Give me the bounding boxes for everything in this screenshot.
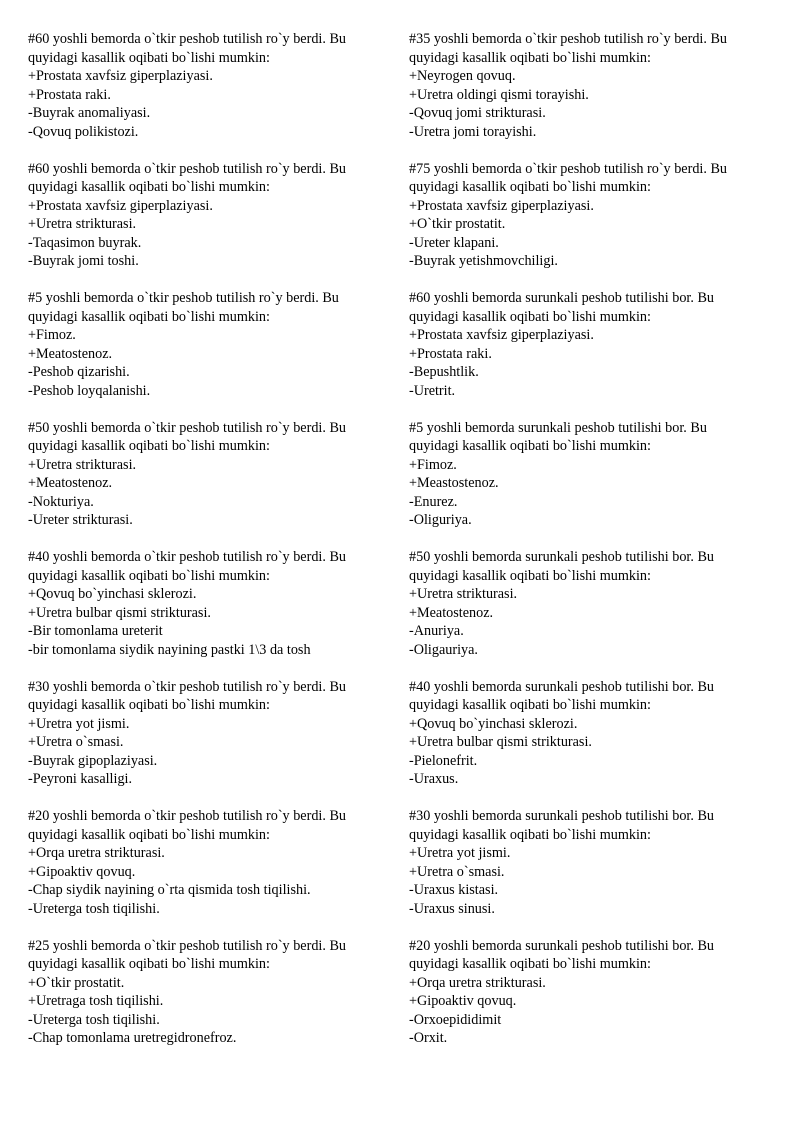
correct-answer: +Uretra oldingi qismi torayishi. [409, 86, 589, 103]
wrong-answer: -Uretrit. [409, 382, 456, 399]
question-text: quyidagi kasallik oqibati bo`lishi mumkin: [28, 567, 270, 584]
correct-answer: +Gipoaktiv qovuq. [409, 993, 517, 1009]
question-text: quyidagi kasallik oqibati bo`lishi mumkin: [409, 438, 651, 454]
question-text: #5 yoshli bemorda surunkali peshob tutilishi bor. Bu [409, 419, 707, 436]
correct-answer: +Uretra o`smasi. [409, 863, 505, 880]
question-text: #35 yoshli bemorda o`tkir peshob tutilish ro`y berdi. Bu [409, 31, 727, 47]
question-text: #30 yoshli bemorda o`tkir peshob tutilish ro`y berdi. Bu [28, 678, 346, 695]
question-text: #40 yoshli bemorda surunkali peshob tutilishi bor. Bu [409, 678, 715, 695]
question-block [409, 807, 777, 918]
wrong-answer: -Buyrak yetishmovchiligi. [409, 253, 558, 269]
correct-answer: +O`tkir prostatit. [28, 974, 125, 991]
question-text: #60 yoshli bemorda surunkali peshob tutilishi bor. Bu [409, 290, 715, 306]
correct-answer: +Fimoz. [409, 456, 457, 473]
correct-answer: +Uretra bulbar qismi strikturasi. [28, 604, 211, 621]
question-text: #30 yoshli bemorda surunkali peshob tutilishi bor. Bu [409, 808, 715, 824]
question-text: quyidagi kasallik oqibati bo`lishi mumkin: [409, 956, 651, 972]
question-text: quyidagi kasallik oqibati bo`lishi mumkin: [409, 49, 651, 66]
wrong-answer: -Qovuq jomi strikturasi. [409, 105, 546, 121]
correct-answer: +Uretra bulbar qismi strikturasi. [409, 734, 592, 750]
question-block [28, 937, 400, 1048]
left-column [28, 30, 400, 1066]
correct-answer: +Prostata xavfsiz giperplaziyasi. [409, 327, 594, 343]
correct-answer: +Orqa uretra strikturasi. [28, 845, 165, 861]
correct-answer: +Uretra yot jismi. [28, 715, 130, 732]
correct-answer: +Prostata raki. [409, 345, 492, 362]
question-text: quyidagi kasallik oqibati bo`lishi mumkin: [28, 697, 270, 713]
question-block [28, 30, 400, 141]
wrong-answer: -Uraxus kistasi. [409, 882, 499, 898]
question-block [409, 678, 777, 789]
question-block [409, 160, 777, 271]
wrong-answer: -Peshob loyqalanishi. [28, 382, 151, 399]
wrong-answer: -Uraxus sinusi. [409, 900, 495, 917]
question-text: quyidagi kasallik oqibati bo`lishi mumkin: [28, 49, 270, 66]
wrong-answer: -Chap siydik nayining o`rta qismida tosh tiqilishi. [28, 882, 311, 898]
correct-answer: +Prostata raki. [28, 86, 111, 103]
question-block [409, 419, 777, 530]
correct-answer: +Orqa uretra strikturasi. [409, 974, 546, 991]
wrong-answer: -Ureterga tosh tiqilishi. [28, 1011, 160, 1028]
question-text: #20 yoshli bemorda o`tkir peshob tutilish ro`y berdi. Bu [28, 808, 346, 824]
correct-answer: +Prostata xavfsiz giperplaziyasi. [28, 68, 213, 84]
correct-answer: +Gipoaktiv qovuq. [28, 863, 136, 880]
wrong-answer: -Ureter strikturasi. [28, 512, 133, 528]
wrong-answer: -Oligauriya. [409, 641, 478, 658]
right-column [409, 30, 777, 1066]
question-block [409, 937, 777, 1048]
question-block [409, 548, 777, 659]
question-block [409, 30, 777, 141]
correct-answer: +Prostata xavfsiz giperplaziyasi. [409, 197, 594, 214]
wrong-answer: -Buyrak jomi toshi. [28, 253, 139, 269]
wrong-answer: -Nokturiya. [28, 493, 94, 510]
question-text: #25 yoshli bemorda o`tkir peshob tutilish ro`y berdi. Bu [28, 937, 346, 954]
correct-answer: +Uretra yot jismi. [409, 845, 511, 861]
wrong-answer: -Peyroni kasalligi. [28, 771, 133, 787]
wrong-answer: -Bir tomonlama ureterit [28, 623, 163, 639]
wrong-answer: -Buyrak anomaliyasi. [28, 105, 151, 121]
question-text: #50 yoshli bemorda surunkali peshob tutilishi bor. Bu [409, 549, 715, 565]
question-text: #5 yoshli bemorda o`tkir peshob tutilish ro`y berdi. Bu [28, 290, 339, 306]
question-text: quyidagi kasallik oqibati bo`lishi mumkin: [409, 697, 651, 713]
correct-answer: +Meastostenoz. [409, 475, 499, 491]
correct-answer: +Meatostenoz. [409, 604, 494, 621]
question-block [28, 678, 400, 789]
question-text: quyidagi kasallik oqibati bo`lishi mumkin: [28, 308, 270, 325]
question-text: #40 yoshli bemorda o`tkir peshob tutilish ro`y berdi. Bu [28, 549, 346, 565]
correct-answer: +Qovuq bo`yinchasi sklerozi. [409, 715, 578, 732]
correct-answer: +Uretra strikturasi. [409, 586, 518, 602]
wrong-answer: -Uretra jomi torayishi. [409, 123, 537, 140]
question-text: quyidagi kasallik oqibati bo`lishi mumkin: [28, 826, 270, 843]
wrong-answer: -Oliguriya. [409, 512, 472, 528]
correct-answer: +Neyrogen qovuq. [409, 68, 516, 84]
question-block [28, 419, 400, 530]
correct-answer: +Meatostenoz. [28, 475, 113, 491]
correct-answer: +Uretraga tosh tiqilishi. [28, 993, 164, 1009]
correct-answer: +Qovuq bo`yinchasi sklerozi. [28, 586, 197, 602]
wrong-answer: -Peshob qizarishi. [28, 364, 130, 380]
correct-answer: +Uretra strikturasi. [28, 216, 137, 232]
correct-answer: +Meatostenoz. [28, 345, 113, 362]
question-text: quyidagi kasallik oqibati bo`lishi mumkin: [28, 179, 270, 195]
wrong-answer: -Ureter klapani. [409, 234, 499, 251]
wrong-answer: -Uraxus. [409, 771, 459, 787]
wrong-answer: -Qovuq polikistozi. [28, 123, 139, 140]
correct-answer: +Fimoz. [28, 327, 76, 343]
question-text: #60 yoshli bemorda o`tkir peshob tutilish ro`y berdi. Bu [28, 31, 346, 47]
wrong-answer: -Bepushtlik. [409, 364, 479, 380]
question-text: #60 yoshli bemorda o`tkir peshob tutilish ro`y berdi. Bu [28, 160, 346, 177]
wrong-answer: -Orxoepididimit [409, 1011, 502, 1028]
question-text: quyidagi kasallik oqibati bo`lishi mumkin: [409, 308, 651, 325]
question-text: quyidagi kasallik oqibati bo`lishi mumkin: [28, 956, 270, 972]
question-block [28, 160, 400, 271]
question-text: quyidagi kasallik oqibati bo`lishi mumkin: [409, 567, 651, 584]
question-block [28, 289, 400, 400]
wrong-answer: -Buyrak gipoplaziyasi. [28, 752, 158, 769]
question-block [28, 807, 400, 918]
correct-answer: +Uretra o`smasi. [28, 734, 124, 750]
question-text: #20 yoshli bemorda surunkali peshob tutilishi bor. Bu [409, 937, 715, 954]
wrong-answer: -bir tomonlama siydik nayining pastki 1\3 da tosh [28, 641, 311, 658]
question-text: quyidagi kasallik oqibati bo`lishi mumkin: [409, 826, 651, 843]
question-block [28, 548, 400, 659]
wrong-answer: -Anuriya. [409, 623, 464, 639]
wrong-answer: -Orxit. [409, 1030, 448, 1046]
question-block [409, 289, 777, 400]
question-text: #50 yoshli bemorda o`tkir peshob tutilish ro`y berdi. Bu [28, 419, 346, 436]
correct-answer: +Uretra strikturasi. [28, 456, 137, 473]
wrong-answer: -Ureterga tosh tiqilishi. [28, 900, 160, 917]
correct-answer: +O`tkir prostatit. [409, 216, 506, 232]
wrong-answer: -Chap tomonlama uretregidronefroz. [28, 1030, 237, 1046]
question-text: #75 yoshli bemorda o`tkir peshob tutilish ro`y berdi. Bu [409, 160, 727, 177]
question-text: quyidagi kasallik oqibati bo`lishi mumkin: [409, 179, 651, 195]
correct-answer: +Prostata xavfsiz giperplaziyasi. [28, 197, 213, 214]
wrong-answer: -Taqasimon buyrak. [28, 234, 142, 251]
wrong-answer: -Enurez. [409, 493, 458, 510]
question-text: quyidagi kasallik oqibati bo`lishi mumkin: [28, 438, 270, 454]
wrong-answer: -Pielonefrit. [409, 752, 478, 769]
